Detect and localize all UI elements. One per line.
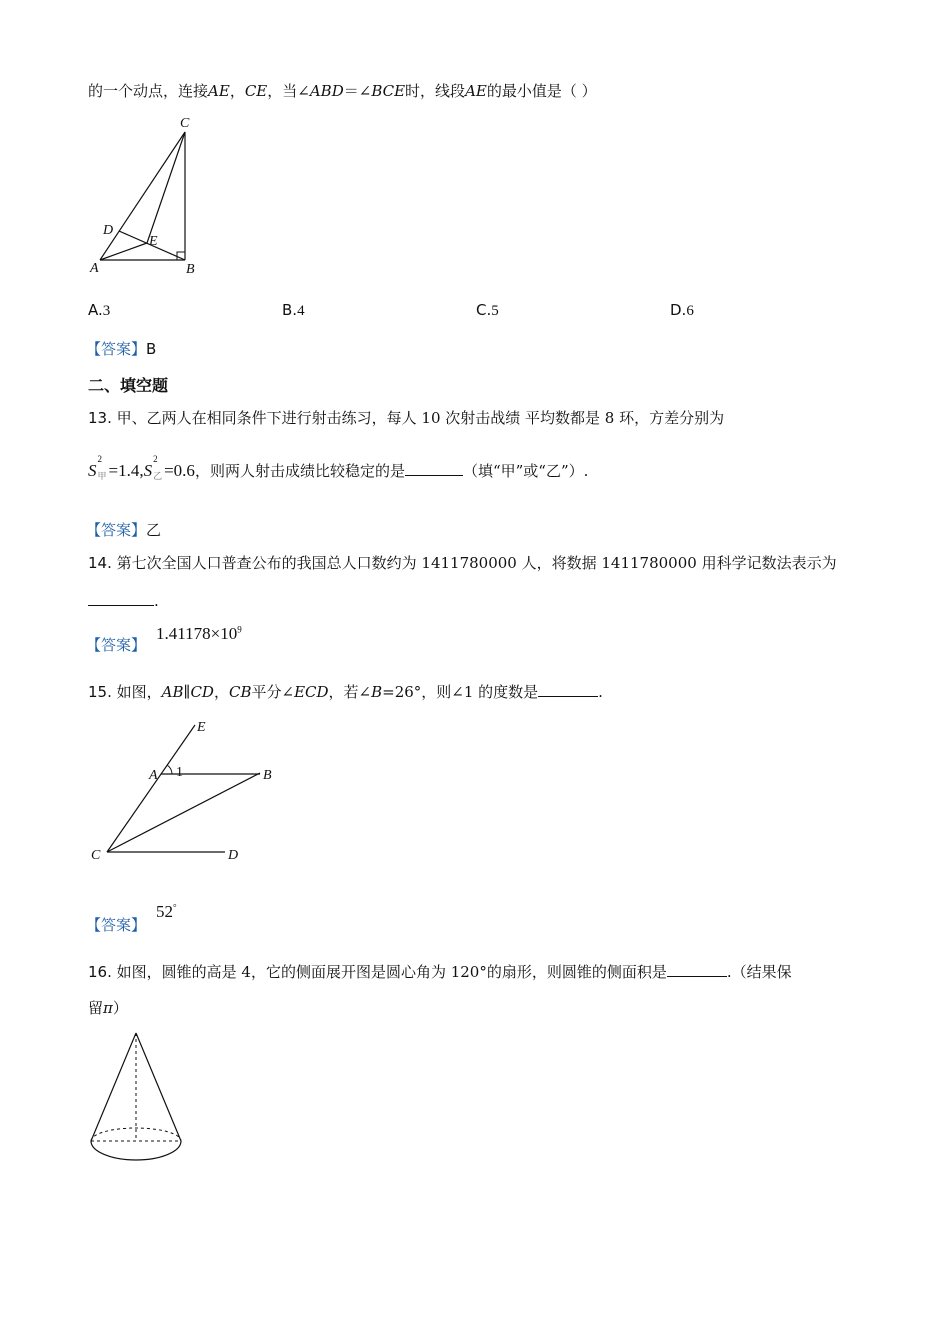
question-number: 16.	[88, 963, 112, 981]
q12-stem-text-3: 时，线段	[405, 82, 466, 100]
answer-exponent: 9	[237, 624, 242, 635]
q12-answer	[86, 338, 156, 359]
option-value: 4	[297, 303, 305, 319]
answer-degree: °	[173, 902, 177, 913]
answer-value: 乙	[146, 521, 162, 539]
q14-stem-line2	[88, 592, 159, 610]
q12-option-d	[670, 301, 694, 320]
answer-value: 52	[156, 902, 173, 921]
q12-stem	[88, 80, 597, 101]
option-value: 6	[686, 303, 694, 319]
question-number: 13.	[88, 409, 112, 427]
q13-s1-val: =1.4,	[108, 461, 144, 480]
q15-var-cd: CD	[190, 683, 214, 701]
q12-option-c	[476, 301, 499, 320]
q15-text-4: =26°，则∠1 的度数是	[382, 683, 539, 701]
q16-text-2: 留	[88, 999, 104, 1017]
q13-answer-blank	[405, 463, 463, 476]
option-letter: B.	[282, 301, 298, 319]
q12-option-a	[88, 301, 110, 320]
q15-text-2: 平分∠	[251, 683, 295, 701]
q16-stem-line1	[88, 961, 792, 982]
q12-var-abd: ABD	[309, 82, 344, 100]
q13-s2-sup: 2	[153, 454, 158, 464]
q15-comma: ，	[213, 683, 229, 701]
q14-answer	[156, 624, 242, 644]
q15-var-ecd: ECD	[294, 683, 329, 701]
option-letter: D.	[670, 301, 687, 319]
q14-stem-line1	[88, 552, 837, 573]
q16-text-end: .（结果保	[726, 963, 792, 981]
q16-cone-figure	[85, 1028, 195, 1168]
q13-text: 甲、乙两人在相同条件下进行射击练习，每人 10 次射击战绩 平均数都是 8 环，方差分别为	[116, 409, 725, 427]
q13-s2-scripts	[152, 454, 164, 481]
option-value: 3	[102, 303, 111, 319]
q13-s1-sub: 甲	[97, 471, 107, 481]
q15-label-b: B	[263, 768, 272, 783]
q12-stem-text: 的一个动点，连接	[88, 82, 209, 100]
q15-text-end: .	[598, 683, 603, 701]
q15-label-a: A	[149, 768, 158, 783]
q12-option-b	[282, 301, 305, 320]
q12-label-c: C	[180, 116, 190, 131]
option-value: 5	[491, 303, 499, 319]
q15-var-ab: AB	[161, 683, 184, 701]
q16-stem-line2	[88, 997, 128, 1018]
q13-stem-line1	[88, 407, 724, 428]
q13-var-s-2: S	[143, 461, 153, 480]
option-letter: C.	[476, 301, 492, 319]
q14-answer-blank	[88, 593, 154, 606]
q15-parallel-lines-figure	[85, 712, 285, 867]
q14-text: 第七次全国人口普查公布的我国总人口数约为 1411780000 人，将数据 1411780000 用科学记数法表示为	[116, 554, 837, 572]
answer-tag: 【答案】	[86, 340, 147, 358]
q15-label-c: C	[91, 848, 101, 863]
answer-value: B	[146, 340, 157, 358]
q16-pi: π	[103, 999, 113, 1017]
answer-tag: 【答案】	[86, 916, 147, 934]
q12-var-bce: BCE	[371, 82, 406, 100]
q13-text-2: ，则两人射击成绩比较稳定的是	[194, 462, 405, 480]
answer-tag: 【答案】	[86, 636, 147, 654]
q14-text-end: .	[154, 592, 159, 610]
q15-answer-tag	[86, 914, 146, 935]
q12-var-ce: CE	[244, 82, 268, 100]
q12-label-d: D	[103, 223, 114, 238]
q15-var-b: B	[371, 683, 383, 701]
option-letter: A.	[88, 301, 103, 319]
q15-var-cb: CB	[228, 683, 252, 701]
q13-s1-sup: 2	[97, 454, 102, 464]
q15-stem	[88, 681, 603, 702]
q15-text: 如图，	[116, 683, 162, 701]
q15-label-1: 1	[176, 765, 183, 780]
q15-answer	[156, 902, 177, 922]
section-title: 二、填空题	[88, 376, 169, 395]
q13-answer	[86, 519, 161, 540]
question-number: 14.	[88, 554, 112, 572]
q16-answer-blank	[667, 964, 727, 977]
q12-label-a: A	[90, 261, 99, 276]
answer-tag: 【答案】	[86, 521, 147, 539]
q12-comma: ，	[229, 82, 245, 100]
q16-text-3: ）	[112, 999, 128, 1017]
question-number: 15.	[88, 683, 112, 701]
q13-s2-sub: 乙	[153, 471, 163, 481]
q12-label-b: B	[186, 262, 195, 277]
q15-label-e: E	[197, 720, 206, 735]
answer-value: 1.41178×10	[156, 624, 238, 643]
q12-stem-eq: ＝∠	[343, 82, 372, 100]
q13-var-s: S	[88, 461, 97, 480]
q13-s2-val: =0.6	[164, 461, 195, 480]
q15-parallel: ∥	[183, 683, 191, 701]
q15-text-3: ，若∠	[328, 683, 372, 701]
q12-stem-suffix: 的最小值是（ ）	[486, 82, 597, 100]
q13-text-3: （填“甲”或“乙”）.	[462, 462, 589, 480]
q12-var-ae: AE	[208, 82, 230, 100]
q12-label-e: E	[149, 234, 158, 249]
q12-triangle-figure	[85, 110, 215, 280]
q15-label-d: D	[228, 848, 239, 863]
q16-text: 如图，圆锥的高是 4，它的侧面展开图是圆心角为 120°的扇形，则圆锥的侧面积是	[116, 963, 667, 981]
q13-variance-line	[88, 454, 589, 481]
q13-s1-scripts	[97, 454, 109, 481]
q14-answer-tag	[86, 634, 146, 655]
q12-var-ae-2: AE	[465, 82, 487, 100]
q12-stem-text-2: ，当∠	[267, 82, 310, 100]
q15-answer-blank	[538, 684, 598, 697]
